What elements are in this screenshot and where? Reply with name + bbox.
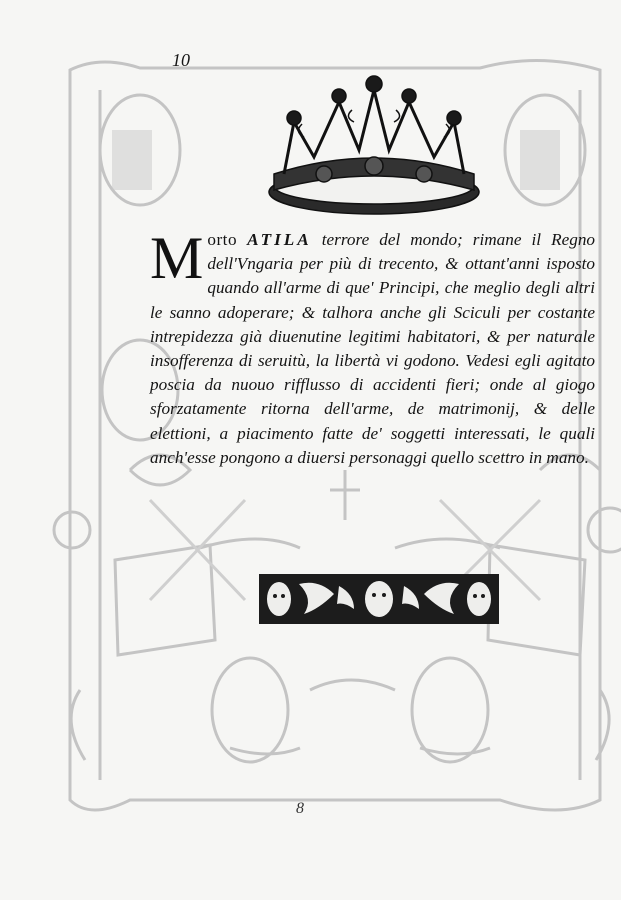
crown-icon [244,62,504,222]
opening-word: orto [207,230,238,249]
page-number: 10 [172,50,190,70]
main-paragraph [150,225,596,470]
name-word: ATILA [247,230,312,249]
signature-mark: 8 [296,800,304,817]
body-text: terrore del mondo; rimane il Regno dell'Vngaria per più di trecento, & ottant'anni isposto quando all'arme di que' Principi, che meglio degli altri le sanno adoperare; & talhora anche gli Sciculi per costante intrepidezza già diuenutine legitimi habitatori, & per naturale insofferenza di seruitù, la libertà vi godono. Vedesi egli agitato poscia da nuouo rifflusso di accidenti fieri; onde al giogo sforzatamente ritorna dell'arme, de matrimonij, & delle elettioni, a piacimento fatte de' soggetti interessati, le quali anch'esse pongono a diuersi personaggi quello scettro in mano. [150,230,596,467]
drop-capital: M [150,225,204,291]
ornament-band [259,574,499,624]
